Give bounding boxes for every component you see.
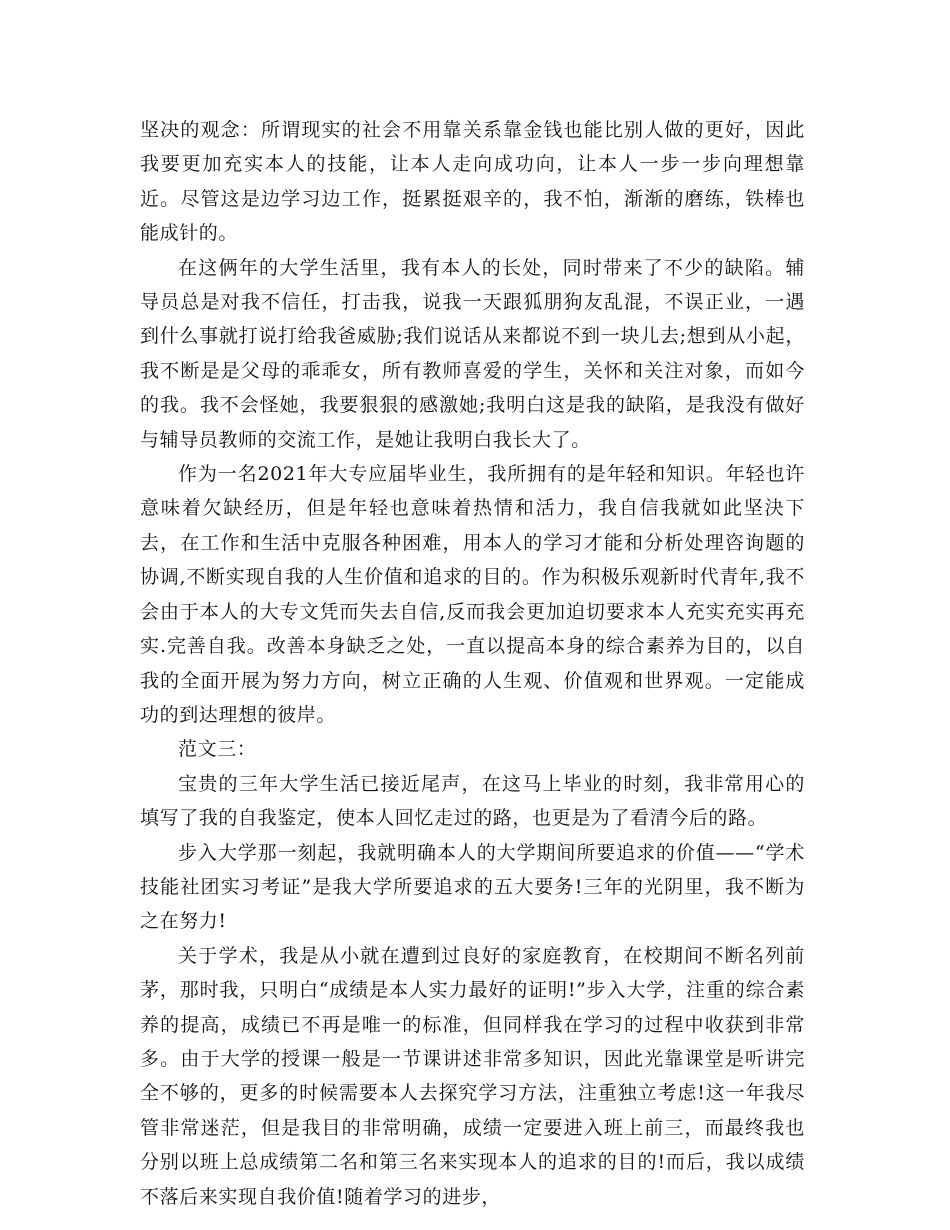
paragraph-5: 步入大学那一刻起，我就明确本人的大学期间所要追求的价值——“学术技能社团实习考证”是我大学所要追求的五大要务!三年的光阴里，我不断为之在努力! [140, 841, 805, 933]
paragraph-2: 在这俩年的大学生活里，我有本人的长处，同时带来了不少的缺陷。辅导员总是对我不信任，打击我，说我一天跟狐朋狗友乱混，不误正业，一遇到什么事就打说打给我爸威胁;我们说话从来都说不到一块儿去;想到从小起，我不断是是父母的乖乖女，所有教师喜爱的学生，关怀和关注对象，而如今的我。我不会怪她，我要狠狠的感激她;我明白这是我的缺陷，是我没有做好与辅导员教师的交流工作，是她让我明白我长大了。 [140, 256, 805, 451]
document-body [140, 113, 805, 1214]
paragraph-4: 宝贵的三年大学生活已接近尾声，在这马上毕业的时刻，我非常用心的填写了我的自我鉴定，使本人回忆走过的路，也更是为了看清今后的路。 [140, 772, 805, 830]
paragraph-1: 坚决的观念：所谓现实的社会不用靠关系靠金钱也能比别人做的更好，因此我要更加充实本人的技能，让本人走向成功向，让本人一步一步向理想靠近。尽管这是边学习边工作，挺累挺艰辛的，我不怕，渐渐的磨练，铁棒也能成针的。 [140, 119, 805, 245]
paragraph-3: 作为一名2021年大专应届毕业生，我所拥有的是年轻和知识。年轻也许意味着欠缺经历，但是年轻也意味着热情和活力，我自信我就如此坚決下去，在工作和生活中克服各种困难，用本人的学习才能和分析处理咨询题的协调,不断实现自我的人生价值和追求的目的。作为积极乐观新时代青年,我不会由于本人的大专文凭而失去自信,反而我会更加迫切要求本人充实充实再充实.完善自我。改善本身缺乏之处，一直以提高本身的综合素养为目的，以自我的全面开展为努力方向，树立正确的人生观、价值观和世界观。一定能成功的到达理想的彼岸。 [140, 463, 805, 726]
section-heading-fanwen-san: 范文三： [178, 738, 257, 761]
paragraph-6: 关于学术，我是从小就在遭到过良好的家庭教育，在校期间不断名列前茅，那时我，只明白“成绩是本人实力最好的证明!”步入大学，注重的综合素养的提高，成绩已不再是唯一的标准，但同样我在学习的过程中收获到非常多。由于大学的授课一般是一节课讲述非常多知识，因此光靠课堂是听讲完全不够的，更多的时候需要本人去探究学习方法，注重独立考虑!这一年我尽管非常迷茫，但是我目的非常明确，成绩一定要进入班上前三，而最终我也分别以班上总成绩第二名和第三名来实现本人的追求的目的!而后，我以成绩不落后来实现自我价值!随着学习的进步， [140, 944, 805, 1208]
